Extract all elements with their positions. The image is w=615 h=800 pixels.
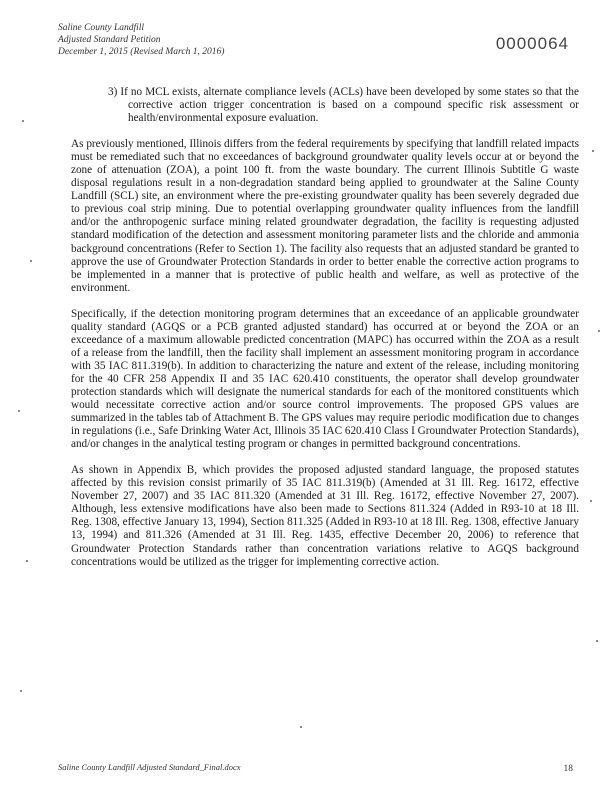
scan-speckle bbox=[598, 330, 600, 332]
scan-speckle bbox=[590, 500, 592, 502]
header-line-1: Saline County Landfill bbox=[58, 23, 145, 33]
paragraph-appendix-b: As shown in Appendix B, which provides the proposed adjusted standard language, the proposed statutes affected by this revision consist primarily of 35 IAC 811.319(b) (Amended at 31 Ill. Reg. 16172, effective November 27, 2007) and 35 IAC 811.320 (Amended at 31 Ill. Reg. 16172, effective November 27, 2007). Although, less extensive modifications have also been made to Sections 811.324 (Added in R93-10 at 18 Ill. Reg. 1308, effective January 13, 1994), Section 811.325 (Added in R93-10 at 18 Ill. Reg. 1308, effective January 13, 1994) and 811.326 (Amended at 31 Ill. Reg. 1435, effective December 20, 2006) to reference that Groundwater Protection Standards rather than concentration variations relative to AGQS background concentrations would be utilized as the trigger for implementing corrective action. bbox=[71, 464, 579, 568]
scan-speckle bbox=[592, 150, 594, 152]
scan-speckle bbox=[300, 726, 302, 728]
scan-speckle bbox=[26, 560, 28, 562]
header-line-2: Adjusted Standard Petition bbox=[58, 35, 161, 45]
bates-stamp: 0000064 bbox=[495, 34, 569, 53]
scan-speckle bbox=[18, 410, 20, 412]
paragraph-previously-mentioned: As previously mentioned, Illinois differs from the federal requirements by specifying that landfill related impacts must be remediated such that no exceedances of background groundwater quality levels occur at or beyond the zone of attenuation (ZOA), a point 100 ft. from the waste boundary. The current Illinois Subtitle G waste disposal regulations result in a non-degradation standard being applied to groundwater at the Saline County Landfill (SCL) site, an environment where the pre-existing groundwater quality has been severely degraded due to previous coal strip mining. Due to potential overlapping groundwater quality influences from the landfill and/or the anthropogenic surface mining related groundwater degradation, the facility is requesting adjusted standard modification of the detection and assessment monitoring parameter lists and the chloride and ammonia background concentrations (Refer to Section 1). The facility also requests that an adjusted standard be granted to approve the use of Groundwater Protection Standards in order to better enable the corrective action programs to be implemented in a manner that is protective of public health and welfare, as well as protective of the environment. bbox=[71, 138, 579, 294]
footer-filename: Saline County Landfill Adjusted Standard_Final.docx bbox=[58, 762, 241, 772]
scan-speckle bbox=[596, 640, 598, 642]
paragraph-specifically: Specifically, if the detection monitoring program determines that an exceedance of an applicable groundwater quality standard (AGQS or a PCB granted adjusted standard) has occurred at or beyond the ZOA or an exceedance of a maximum allowable predicted concentration (MAPC) has occurred within the ZOA as a result of a release from the landfill, then the facility shall implement an assessment monitoring program in accordance with 35 IAC 811.319(b). In addition to characterizing the nature and extent of the release, including monitoring for the 40 CFR 258 Appendix II and 35 IAC 620.410 constituents, the operator shall develop groundwater protection standards which will designate the numerical standards for each of the monitored constituents which would necessitate corrective action and/or source control improvements. The proposed GPS values are summarized in the tables tab of Attachment B. The GPS values may require periodic modification due to changes in regulations (i.e., Safe Drinking Water Act, Illinois 35 IAC 620.410 Class I Groundwater Protection Standards), and/or changes in the analytical testing program or changes in permitted background concentrations. bbox=[71, 307, 579, 451]
header-line-3: December 1, 2015 (Revised March 1, 2016) bbox=[58, 47, 225, 57]
scan-speckle bbox=[20, 690, 22, 692]
document-body bbox=[71, 86, 579, 582]
scan-speckle bbox=[22, 120, 24, 122]
page-number: 18 bbox=[563, 764, 573, 774]
document-header bbox=[58, 22, 224, 58]
list-item-3: 3) If no MCL exists, alternate compliance levels (ACLs) have been developed by some states so that the corrective action trigger concentration is based on a compound specific risk assessment or health/environmental exposure evaluation. bbox=[108, 86, 579, 125]
scan-speckle bbox=[30, 260, 32, 262]
